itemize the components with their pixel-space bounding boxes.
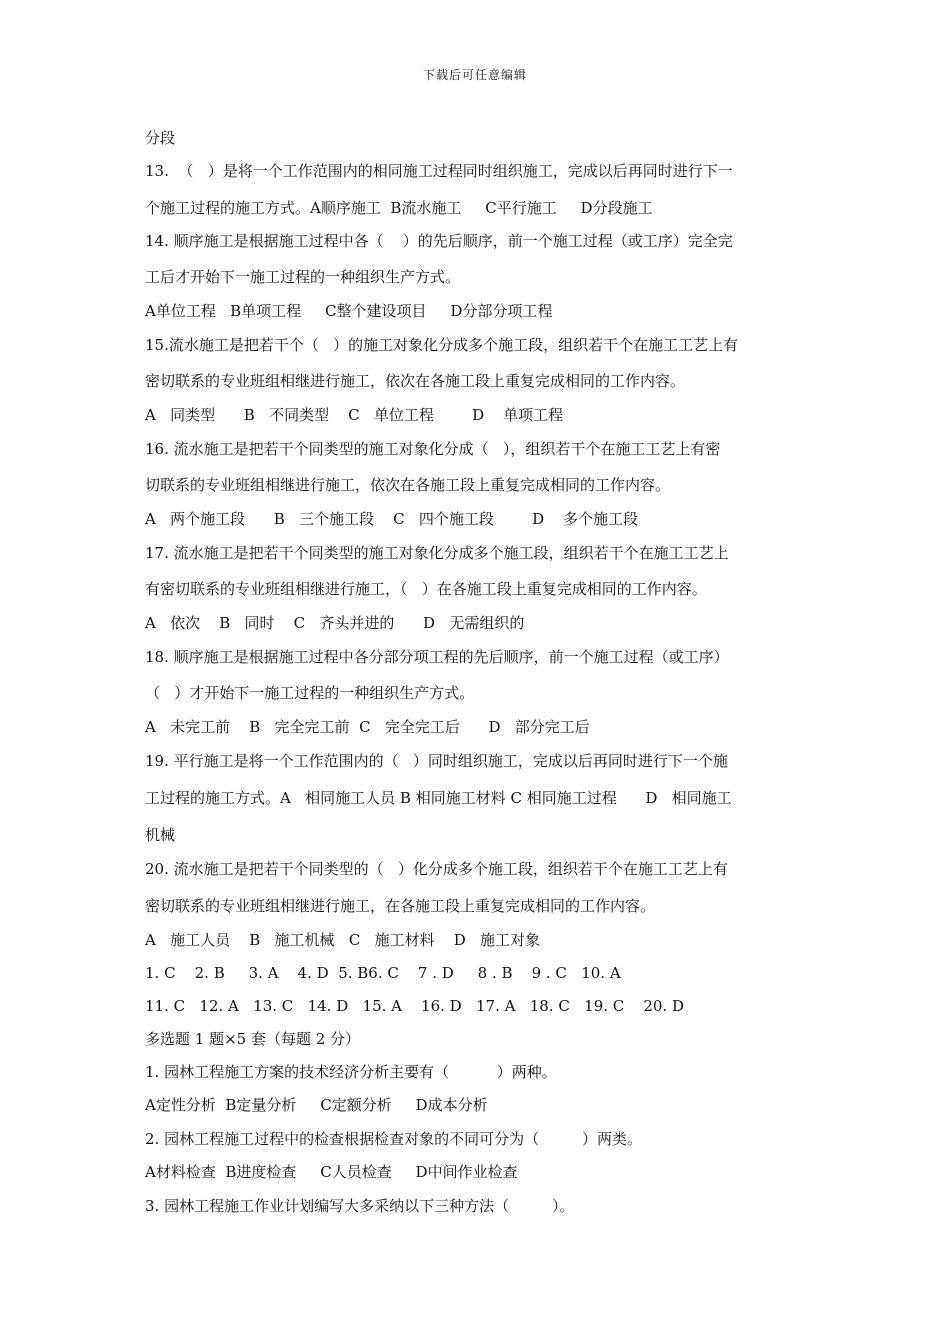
question-16-line-1: 16. 流水施工是把若干个同类型的施工对象化分成（ ），组织若干个在施工工艺上有密 xyxy=(145,440,721,458)
question-20-options: A 施工人员 B 施工机械 C 施工材料 D 施工对象 xyxy=(145,931,541,949)
question-17-options: A 依次 B 同时 C 齐头并进的 D 无需组织的 xyxy=(145,614,525,632)
section-heading-multiple-choice: 多选题 1 题×5 套（每题 2 分） xyxy=(145,1030,361,1048)
question-19-line-3: 机械 xyxy=(145,826,176,844)
answer-key-11-20: 11. C 12. A 13. C 14. D 15. A 16. D 17. A 18. C 19. C 20. D xyxy=(145,997,684,1015)
text-line: 分段 xyxy=(145,129,176,147)
question-19-line-1: 19. 平行施工是将一个工作范围内的（ ）同时组织施工，完成以后再同时进行下一个施 xyxy=(145,752,728,770)
question-13-line-1: 13. （ ）是将一个工作范围内的相同施工过程同时组织施工，完成以后再同时进行下一 xyxy=(145,162,733,180)
question-18-line-1: 18. 顺序施工是根据施工过程中各分部分项工程的先后顺序，前一个施工过程（或工序） xyxy=(145,648,729,666)
question-14-line-1: 14. 顺序施工是根据施工过程中各（ ）的先后顺序，前一个施工过程（或工序）完全完 xyxy=(145,232,733,250)
question-15-line-2: 密切联系的专业班组相继进行施工，依次在各施工段上重复完成相同的工作内容。 xyxy=(145,372,686,390)
page-header: 下载后可任意编辑 xyxy=(422,68,527,82)
question-14-line-2: 工后才开始下一施工过程的一种组织生产方式。 xyxy=(145,268,461,286)
question-20-line-1: 20. 流水施工是把若干个同类型的（ ）化分成多个施工段，组织若干个在施工工艺上有 xyxy=(145,860,728,878)
mc-question-1-options: A定性分析 B定量分析 C定额分析 D成本分析 xyxy=(145,1096,488,1114)
mc-question-3: 3. 园林工程施工作业计划编写大多采纳以下三种方法（ ）。 xyxy=(145,1197,575,1215)
question-20-line-2: 密切联系的专业班组相继进行施工，在各施工段上重复完成相同的工作内容。 xyxy=(145,897,656,915)
question-14-options: A单位工程 B单项工程 C整个建设项目 D分部分项工程 xyxy=(145,302,553,320)
question-18-options: A 未完工前 B 完全完工前 C 完全完工后 D 部分完工后 xyxy=(145,718,590,736)
question-19-line-2: 工过程的施工方式。A 相同施工人员 B 相同施工材料 C 相同施工过程 D 相同施工 xyxy=(145,789,732,807)
question-16-options: A 两个施工段 B 三个施工段 C 四个施工段 D 多个施工段 xyxy=(145,510,639,528)
question-15-options: A 同类型 B 不同类型 C 单位工程 D 单项工程 xyxy=(145,406,564,424)
mc-question-2: 2. 园林工程施工过程中的检查根据检查对象的不同可分为（ ）两类。 xyxy=(145,1130,642,1148)
question-15-line-1: 15.流水施工是把若干个（ ）的施工对象化分成多个施工段，组织若干个在施工工艺上有 xyxy=(145,336,739,354)
mc-question-1: 1. 园林工程施工方案的技术经济分析主要有（ ）两种。 xyxy=(145,1063,557,1081)
question-17-line-1: 17. 流水施工是把若干个同类型的施工对象化分成多个施工段，组织若干个在施工工艺上 xyxy=(145,544,729,562)
question-17-line-2: 有密切联系的专业班组相继进行施工，（ ）在各施工段上重复完成相同的工作内容。 xyxy=(145,580,707,598)
answer-key-1-10: 1. C 2. B 3. A 4. D 5. B6. C 7 . D 8 . B 9 . C 10. A xyxy=(145,964,621,982)
mc-question-2-options: A材料检查 B进度检查 C人员检查 D中间作业检查 xyxy=(145,1163,518,1181)
question-18-line-2: （ ）才开始下一施工过程的一种组织生产方式。 xyxy=(145,684,475,702)
question-13-line-2: 个施工过程的施工方式。A顺序施工 B流水施工 C平行施工 D分段施工 xyxy=(145,199,653,217)
question-16-line-2: 切联系的专业班组相继进行施工，依次在各施工段上重复完成相同的工作内容。 xyxy=(145,476,671,494)
